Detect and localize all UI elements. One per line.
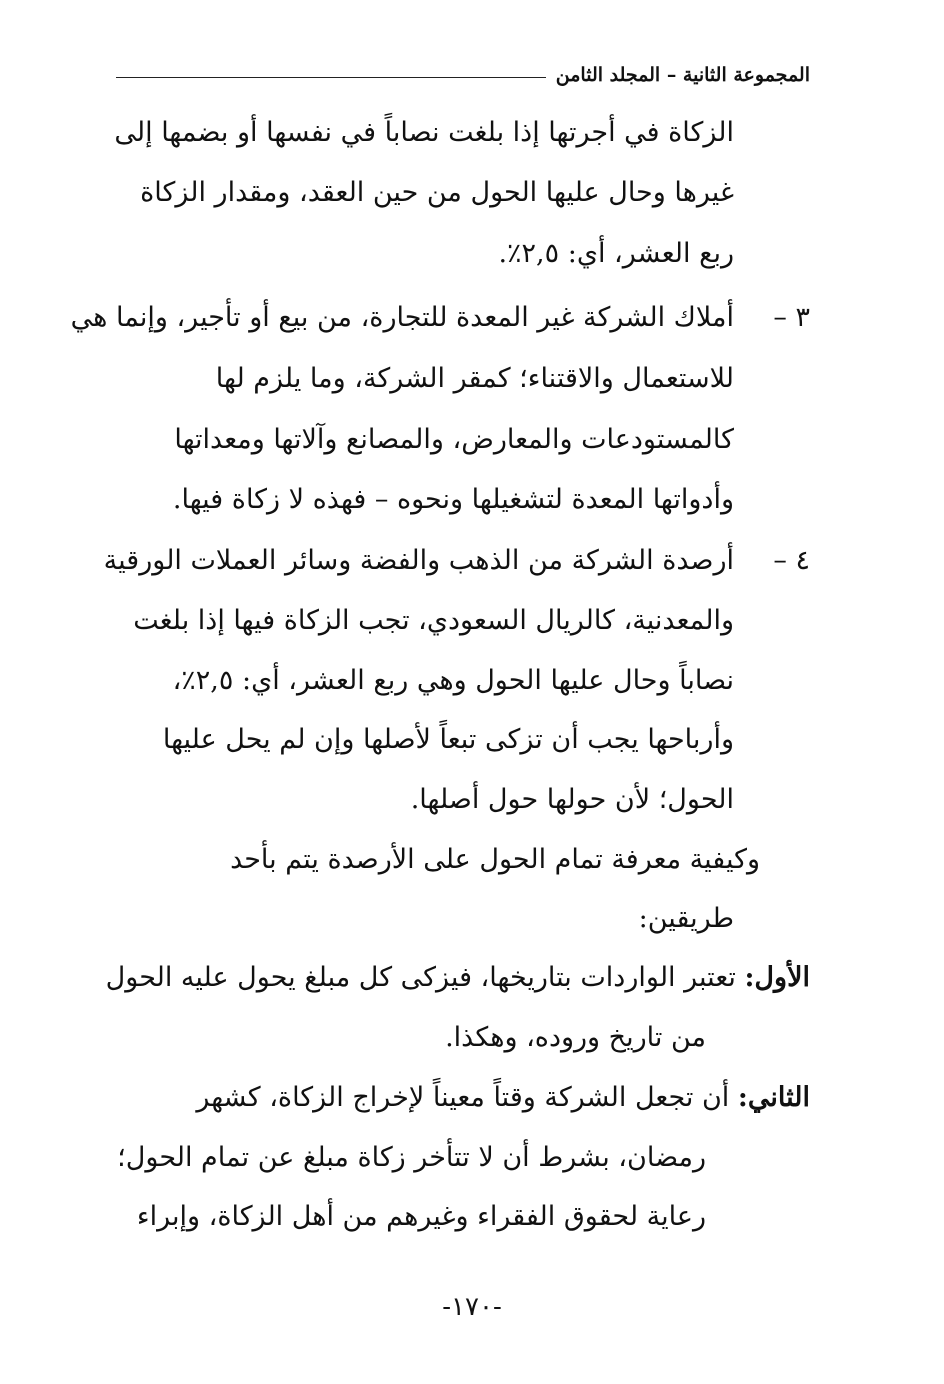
text-line-content: والمعدنية، كالريال السعودي، تجب الزكاة فيها إذا بلغت	[133, 605, 734, 636]
text-line-content: ربع العشر، أي: ٢,٥٪.	[498, 238, 734, 269]
text-line	[134, 173, 734, 213]
text-line	[639, 899, 734, 939]
page-number: -١٧٠-	[442, 1292, 502, 1322]
text-line	[498, 234, 734, 274]
text-line	[134, 601, 734, 641]
text-line-content: أن تجعل الشركة وقتاً معيناً لإخراج الزكاة، كشهر	[196, 1082, 730, 1113]
text-line	[134, 1078, 810, 1118]
text-line-content: الحول؛ لأن حولها حول أصلها.	[410, 784, 734, 815]
running-header-title: المجموعة الثانية – المجلد الثامن	[555, 64, 810, 86]
text-line-content: وأرباحها يجب أن تزكى تبعاً لأصلها وإن لم يحل عليها	[162, 724, 734, 755]
text-line-content: من تاريخ وروده، وهكذا.	[445, 1022, 706, 1053]
text-line-content: تعتبر الواردات بتاريخها، فيزكى كل مبلغ يحول عليه الحول	[105, 962, 736, 993]
running-header	[116, 58, 810, 92]
text-line-content: للاستعمال والاقتناء؛ كمقر الشركة، وما يلزم لها	[215, 363, 734, 394]
text-line-content: أملاك الشركة غير المعدة للتجارة، من بيع أو تأجير، وإنما هي	[70, 302, 734, 333]
text-line-content: طريقين:	[638, 903, 734, 934]
text-line	[445, 1018, 706, 1058]
text-line-content: الزكاة في أجرتها إذا بلغت نصاباً في نفسها أو بضمها إلى	[114, 117, 734, 148]
text-line	[134, 359, 734, 399]
text-line	[103, 541, 734, 581]
first-method-label: الأول:	[744, 962, 810, 993]
list-item-number	[773, 298, 810, 338]
text-line-content: كالمستودعات والمعارض، والمصانع وآلاتها ومعداتها	[174, 424, 734, 455]
text-line	[134, 1197, 706, 1237]
list-item-number-text: ٣ –	[773, 302, 810, 333]
text-line-content: أرصدة الشركة من الذهب والفضة وسائر العملات الورقية	[103, 545, 734, 576]
text-line	[105, 958, 810, 998]
text-line	[70, 298, 734, 338]
text-line-content: غيرها وحال عليها الحول من حين العقد، ومقدار الزكاة	[140, 177, 734, 208]
text-line-content: وكيفية معرفة تمام الحول على الأرصدة يتم بأحد	[230, 844, 760, 875]
text-line-content: نصاباً وحال عليها الحول وهي ربع العشر، أي: ٢,٥٪،	[172, 665, 734, 696]
text-line	[134, 720, 734, 760]
text-line-content: رمضان، بشرط أن لا تتأخر زكاة مبلغ عن تمام الحول؛	[117, 1142, 706, 1173]
text-line	[134, 840, 810, 880]
text-line	[134, 661, 734, 701]
text-line	[134, 420, 734, 460]
text-line	[117, 1138, 706, 1178]
text-line-content: وأدواتها المعدة لتشغيلها ونحوه – فهذه لا زكاة فيها.	[172, 484, 734, 515]
header-rule	[116, 77, 546, 78]
text-line	[114, 113, 734, 153]
text-line	[173, 480, 734, 520]
text-line-content: رعاية لحقوق الفقراء وغيرهم من أهل الزكاة، وإبراء	[136, 1201, 706, 1232]
list-item-number-text: ٤ –	[773, 545, 810, 576]
second-method-label: الثاني:	[737, 1082, 810, 1113]
list-item-number	[773, 541, 810, 581]
text-line	[411, 780, 734, 820]
